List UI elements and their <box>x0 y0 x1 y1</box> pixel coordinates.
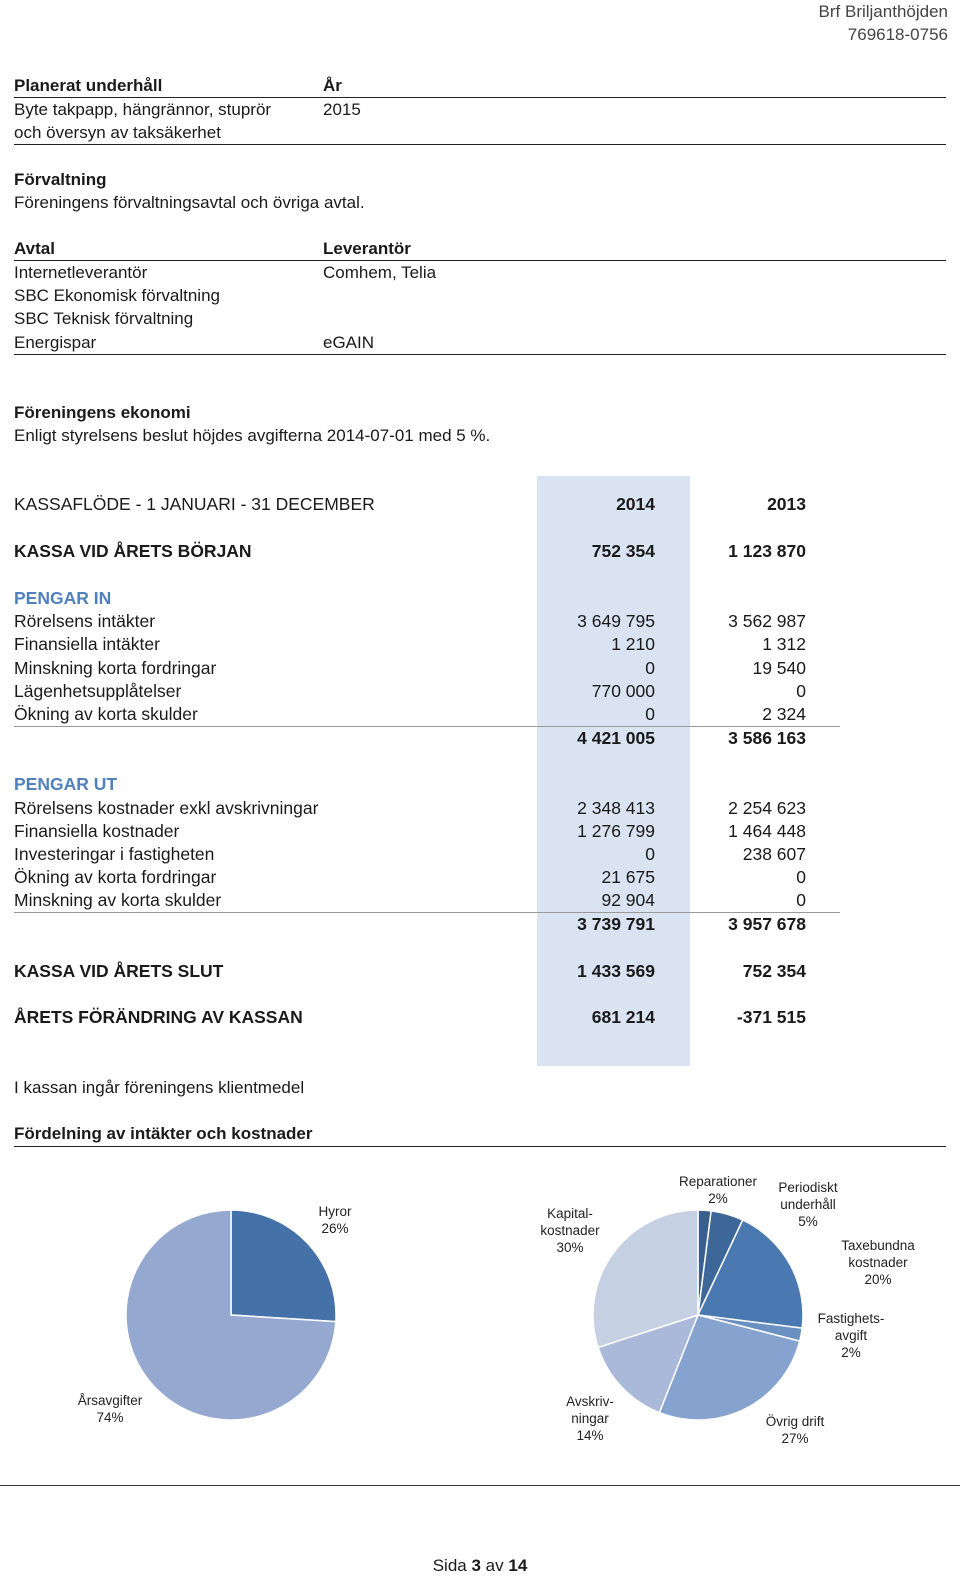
money-out-row-2013: 2 254 623 <box>728 798 806 818</box>
pie-label-periodiskt-underhall: Periodiskt underhåll 5% <box>778 1180 838 1229</box>
money-in-row-label: Ökning av korta skulder <box>14 704 198 724</box>
money-out-row-2014: 1 276 799 <box>577 821 655 841</box>
money-out-title: PENGAR UT <box>14 774 118 794</box>
pie-label-ovrig-drift: Övrig drift 27% <box>765 1414 825 1446</box>
money-out-total-2013: 3 957 678 <box>728 914 806 934</box>
cash-change-2013: -371 515 <box>736 1007 806 1027</box>
opening-balance-2013: 1 123 870 <box>728 541 806 561</box>
money-in-row-2014: 1 210 <box>611 634 655 654</box>
contract-name: SBC Teknisk förvaltning <box>14 309 194 328</box>
money-out-row-label: Minskning av korta skulder <box>14 890 222 910</box>
contract-supplier: Comhem, Telia <box>323 263 437 282</box>
cashflow-title: KASSAFLÖDE - 1 JANUARI - 31 DECEMBER <box>14 494 375 514</box>
cash-change-label: ÅRETS FÖRÄNDRING AV KASSAN <box>14 1007 303 1027</box>
pie-label-kapitalkostnader: Kapital- kostnader 30% <box>540 1206 600 1255</box>
maintenance-col1-header: Planerat underhåll <box>14 76 163 95</box>
money-in-title: PENGAR IN <box>14 588 112 608</box>
income-pie-chart <box>126 1210 336 1420</box>
money-in-total-2013: 3 586 163 <box>728 728 806 748</box>
money-in-row-label: Rörelsens intäkter <box>14 611 156 631</box>
org-number: 769618-0756 <box>847 25 948 44</box>
distribution-title: Fördelning av intäkter och kostnader <box>14 1124 313 1143</box>
money-out-row-2013: 0 <box>796 890 806 910</box>
contract-name: Internetleverantör <box>14 263 148 282</box>
money-in-row-2013: 1 312 <box>762 634 806 654</box>
money-out-row-label: Finansiella kostnader <box>14 821 180 841</box>
page-footer: Sida 3 av 14 <box>432 1556 528 1575</box>
money-out-total-2014: 3 739 791 <box>577 914 655 934</box>
pie-label-hyror: Hyror 26% <box>318 1204 352 1236</box>
money-in-row-label: Minskning korta fordringar <box>14 658 217 678</box>
money-out-row-label: Rörelsens kostnader exkl avskrivningar <box>14 798 319 818</box>
year-2013-header: 2013 <box>767 494 806 514</box>
economy-title: Föreningens ekonomi <box>14 403 191 422</box>
cost-pie-chart <box>593 1210 803 1420</box>
contract-name: Energispar <box>14 333 97 352</box>
page-total: 14 <box>508 1556 528 1575</box>
money-in-row-2014: 3 649 795 <box>577 611 655 631</box>
money-in-row-2014: 770 000 <box>591 681 655 701</box>
money-out-row-label: Investeringar i fastigheten <box>14 844 215 864</box>
client-funds-note: I kassan ingår föreningens klientmedel <box>14 1078 305 1097</box>
money-out-row-2013: 1 464 448 <box>728 821 806 841</box>
opening-balance-2014: 752 354 <box>591 541 655 561</box>
money-in-row-label: Finansiella intäkter <box>14 634 160 654</box>
money-in-row-2013: 0 <box>796 681 806 701</box>
maintenance-item-year: 2015 <box>323 100 361 119</box>
opening-balance-label: KASSA VID ÅRETS BÖRJAN <box>14 541 252 561</box>
contracts-col2-header: Leverantör <box>323 239 411 258</box>
money-out-row-2014: 0 <box>645 844 655 864</box>
money-out-row-2013: 0 <box>796 867 806 887</box>
pie-label-taxebundna: Taxebundna kostnader 20% <box>841 1238 915 1287</box>
money-out-row-2014: 2 348 413 <box>577 798 655 818</box>
money-in-row-2014: 0 <box>645 658 655 678</box>
money-out-row-2014: 92 904 <box>601 890 655 910</box>
admin-text: Föreningens förvaltningsavtal och övriga avtal. <box>14 193 365 212</box>
page-number: 3 <box>471 1556 481 1575</box>
economy-text: Enligt styrelsens beslut höjdes avgifterna 2014-07-01 med 5 %. <box>14 426 491 445</box>
money-out-row-2014: 21 675 <box>601 867 655 887</box>
divider <box>0 1485 960 1486</box>
maintenance-item-line2: och översyn av taksäkerhet <box>14 123 221 142</box>
money-in-row-2013: 3 562 987 <box>728 611 806 631</box>
pie-label-avskrivningar: Avskriv- ningar 14% <box>566 1394 614 1443</box>
contract-name: SBC Ekonomisk förvaltning <box>14 286 220 305</box>
cash-change-2014: 681 214 <box>591 1007 655 1027</box>
money-out-row-2013: 238 607 <box>742 844 806 864</box>
closing-balance-2013: 752 354 <box>742 961 806 981</box>
contracts-col1-header: Avtal <box>14 239 55 258</box>
org-name: Brf Briljanthöjden <box>818 2 948 21</box>
closing-balance-2014: 1 433 569 <box>577 961 655 981</box>
maintenance-col2-header: År <box>323 76 342 95</box>
money-in-row-2014: 0 <box>645 704 655 724</box>
money-in-row-label: Lägenhetsupplåtelser <box>14 681 182 701</box>
money-out-row-label: Ökning av korta fordringar <box>14 867 217 887</box>
maintenance-item-line1: Byte takpapp, hängrännor, stuprör <box>14 100 272 119</box>
contract-supplier: eGAIN <box>323 333 375 352</box>
closing-balance-label: KASSA VID ÅRETS SLUT <box>14 961 224 981</box>
pie-label-arsavgifter: Årsavgifter 74% <box>77 1393 143 1425</box>
year-2014-header: 2014 <box>616 494 655 514</box>
money-in-row-2013: 19 540 <box>752 658 806 678</box>
money-in-row-2013: 2 324 <box>762 704 806 724</box>
pie-label-reparationer: Reparationer 2% <box>678 1174 758 1206</box>
money-in-total-2014: 4 421 005 <box>577 728 655 748</box>
admin-title: Förvaltning <box>14 170 107 189</box>
pie-label-fastighetsavgift: Fastighets- avgift 2% <box>817 1311 885 1360</box>
